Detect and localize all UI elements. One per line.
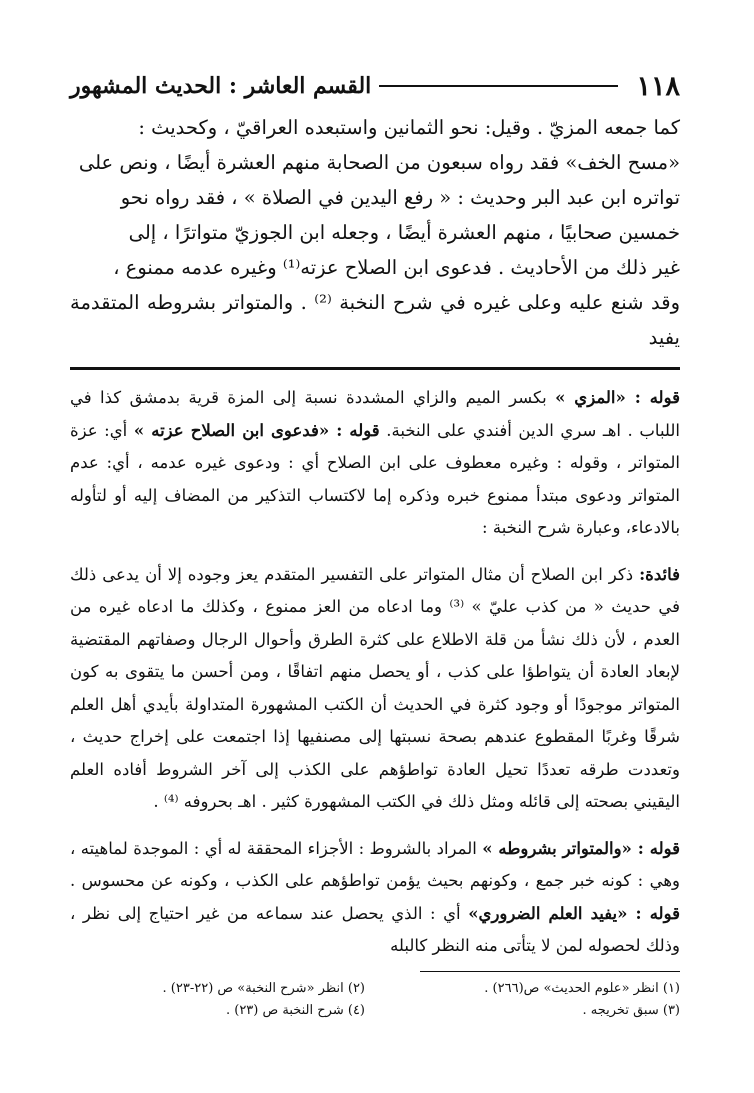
main-text-line: غير ذلك من الأحاديث . فدعوى ابن الصلاح عزته⁽¹⁾ وغيره عدمه ممنوع ، [113,256,680,279]
commentary-text: ذكر ابن الصلاح أن مثال المتواتر على التفسير المتقدم يعز وجوده إلا أن يدعى ذلك في حديث « من كذب عليّ » ⁽³⁾ وما ادعاه من العز ممنوع ، وكذلك ما ادعاه غيره من العدم ، لأن ذلك نشأ من قلة الاطلاع على كثرة الطرق وأحوال الرجال وصفاتهم المقتضية لإبعاد العادة أن يتواطؤا على كذب ، أو يحصل منهم اتفاقًا ، ومن أحسن ما يتقوى به كون المتواتر موجودًا أو وجود كثرة في الحديث أن الكتب المشهورة المتداولة بأيدي أهل العلم شرقًا وغربًا المقطوع عندهم بصحة نسبتها إلى مصنفيها إذا اجتمعت على إخراج حديث ، وتعددت طرقه تعددًا تحيل العادة تواطؤهم على الكذب إلى آخر الشروط أفاده العلم اليقيني بصحته إلى قائله ومثل ذلك في الكتب المشهورة كثير . اهـ بحروفه ⁽⁴⁾ . [70,564,681,811]
main-text-line: وقد شنع عليه وعلى غيره في شرح النخبة ⁽²⁾ . والمتواتر بشروطه المتقدمة يفيد [70,291,680,349]
running-title: القسم العاشر : الحديث المشهور [70,73,372,99]
footnote-rule [420,971,680,972]
commentary-label: قوله : «فدعوى ابن الصلاح عزته » [133,420,380,440]
commentary-label: قوله : «المزي » [555,388,680,407]
header-rule [379,85,618,87]
commentary-label: قوله : «والمتواتر بشروطه » [482,838,681,858]
footnote: (٣) سبق تخريجه . [582,1002,680,1018]
footnote: (٢) انظر «شرح النخبة» ص (٢٢-٢٣) . [162,980,365,996]
commentary-text: بكسر الميم والزاي المشددة نسبة إلى المزة قرية بدمشق كذا في اللباب . اهـ سري الدين أفندي على النخبة. [70,388,681,440]
main-text-line: كما جمعه المزيّ . وقيل: نحو الثمانين واستبعده العراقيّ ، وكحديث : [138,116,680,139]
main-text-line: «مسح الخف» فقد رواه سبعون من الصحابة منهم العشرة أيضًا ، ونص على [78,151,680,174]
commentary-label: قوله : «يفيد العلم الضروري» [468,903,680,923]
footnote: (١) انظر «علوم الحديث» ص(٢٦٦) . [484,980,680,996]
commentary-label: فائدة: [639,564,680,584]
book-page [70,66,680,1022]
page-header [70,66,680,106]
commentary-text: أي: عزة المتواتر ، وقوله : وغيره معطوف على ابن الصلاح أي : ودعوى غيره عدمه ، أي: عدم المتواتر ودعوى مبتدأ ممنوع خبره وذكره إما لاكتساب التذكير من المضاف إليه أو لتأوله بالادعاء، وعبارة شرح النخبة : [70,420,680,537]
main-text-line: تواتره ابن عبد البر وحديث : « رفع اليدين في الصلاة » ، فقد رواه نحو [120,186,680,209]
footnotes [70,978,680,1022]
page-number: ١١٨ [636,70,680,102]
commentary-text: أي : الذي يحصل عند سماعه من غير احتياج إلى نظر ، وذلك لحصوله لمن لا يتأتى منه النظر كالبله [70,903,680,955]
main-text [70,110,680,355]
commentary-divider [70,367,680,370]
main-text-line: خمسين صحابيًا ، منهم العشرة أيضًا ، وجعله ابن الجوزيّ متواترًا ، إلى [128,221,680,244]
footnote: (٤) شرح النخبة ص (٢٣) . [225,1002,365,1018]
commentary-paragraph [70,833,680,963]
commentary-text: المراد بالشروط : الأجزاء المحققة له أي : الموجدة لماهيته ، وهي : كونه خبر جمع ، وكونهم بحيث يؤمن تواطؤهم على الكذب ، وكونه عن محسوس . [70,838,680,890]
commentary-paragraph [70,382,680,545]
commentary-paragraph [70,559,680,819]
